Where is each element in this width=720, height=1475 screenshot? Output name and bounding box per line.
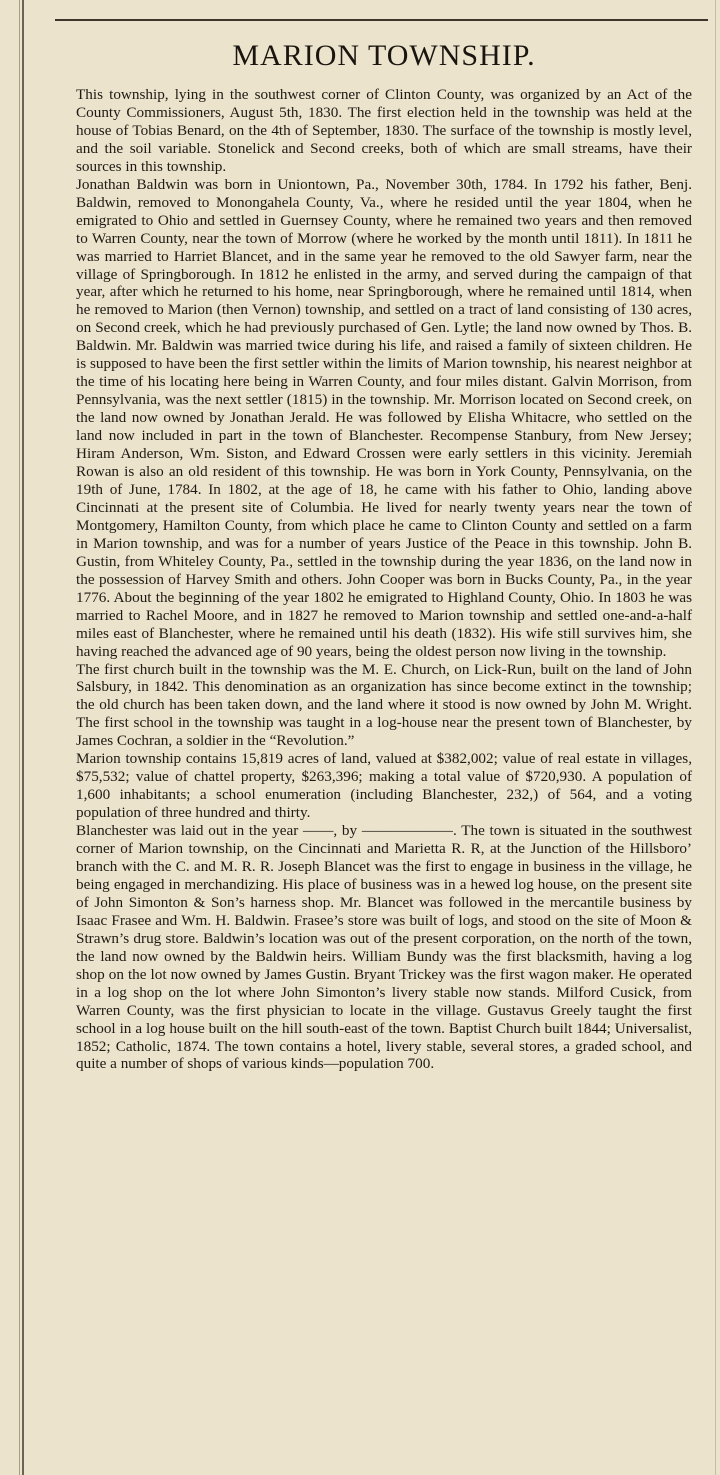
margin-rule-outer — [19, 0, 20, 1475]
article — [76, 38, 692, 1073]
paragraph-early-settlers: Jonathan Baldwin was born in Uniontown, Pa., November 30th, 1784. In 1792 his father, Benj. Baldwin, removed to Monongahela County, Va., where he resided until the year 1804, when he emigrated to Ohio and settled in Guernsey County, where he remained two years and then removed to Warren County, near the town of Morrow (where he worked by the month until 1811). In 1811 he was married to Harriet Blancet, and in the same year he removed to the old Sawyer farm, near the village of Springborough. In 1812 he enlisted in the army, and served during the campaign of that year, after which he returned to his home, near Springborough, where he remained until 1814, when he removed to Marion (then Vernon) township, and settled on a tract of land consisting of 130 acres, on Second creek, which he had previously purchased of Gen. Lytle; the land now owned by Thos. B. Baldwin. Mr. Baldwin was married twice during his life, and raised a family of sixteen children. He is supposed to have been the first settler within the limits of Marion township, his nearest neighbor at the time of his locating here being in Warren County, and four miles distant. Galvin Morrison, from Pennsylvania, was the next settler (1815) in the township. Mr. Morrison located on Second creek, on the land now owned by Jonathan Jerald. He was followed by Elisha Whitacre, who settled on the land now included in part in the town of Blanchester. Recompense Stanbury, from New Jersey; Hiram Anderson, Wm. Siston, and Edward Crossen were early settlers in this vicinity. Jeremiah Rowan is also an old resident of this township. He was born in York County, Pennsylvania, on the 19th of June, 1784. In 1802, at the age of 18, he came with his father to Ohio, landing above Cincinnati at the present site of Columbia. He lived for nearly twenty years near the town of Montgomery, Hamilton County, from which place he came to Clinton County and settled on a farm in Marion township, and was for a number of years Justice of the Peace in this township. John B. Gustin, from Whiteley County, Pa., settled in the township during the year 1836, on the land now in the possession of Harvey Smith and others. John Cooper was born in Bucks County, Pa., in the year 1776. About the beginning of the year 1802 he emigrated to Highland County, Ohio. In 1803 he was married to Rachel Moore, and in 1827 he removed to Marion township and settled one-and-a-half miles east of Blanchester, where he remained until his death (1832). His wife still survives him, she having reached the advanced age of 90 years, being the oldest person now living in the township. — [76, 175, 692, 660]
paragraph-blanchester: Blanchester was laid out in the year ——, by ——————. The town is situated in the southwest corner of Marion township, on the Cincinnati and Marietta R. R, at the Junction of the Hillsboro’ branch with the C. and M. R. R. Joseph Blancet was the first to engage in business in the village, he being engaged in merchandizing. His place of business was in a hewed log house, on the present site of John Simonton & Son’s harness shop. Mr. Blancet was followed in the mercantile business by Isaac Frasee and Wm. H. Baldwin. Frasee’s store was built of logs, and stood on the site of Moon & Strawn’s drug store. Baldwin’s location was out of the present corporation, on the north of the town, the land now owned by the Baldwin heirs. William Bundy was the first blacksmith, having a log shop on the lot now owned by James Gustin. Bryant Trickey was the first wagon maker. He operated in a log shop on the lot where John Simonton’s livery stable now stands. Milford Cusick, from Warren County, was the first physician to locate in the village. Gustavus Greely taught the first school in a log house built on the hill south-east of the town. Baptist Church built 1844; Universalist, 1852; Catholic, 1874. The town contains a hotel, livery stable, several stores, a graded school, and quite a number of shops of various kinds—population 700. — [76, 822, 692, 1073]
article-body — [76, 86, 692, 1073]
article-title: MARION TOWNSHIP. — [232, 39, 536, 72]
header-rule — [55, 19, 708, 21]
page-edge — [715, 0, 716, 1475]
paragraph-first-church: The first church built in the township was the M. E. Church, on Lick-Run, built on the land of John Salsbury, in 1842. This denomination as an organization has since become extinct in the township; the old church has been taken down, and the land where it stood is now owned by John M. Wright. The first school in the township was taught in a log-house near the present town of Blanchester, by James Cochran, a soldier in the “Revolution.” — [76, 660, 692, 750]
paragraph-statistics: Marion township contains 15,819 acres of land, valued at $382,002; value of real estate in villages, $75,532; value of chattel property, $263,396; making a total value of $720,930. A population of 1,600 inhabitants; a school enumeration (including Blanchester, 232,) of 564, and a voting population of three hundred and thirty. — [76, 750, 692, 822]
paragraph-intro: This township, lying in the southwest corner of Clinton County, was organized by an Act of the County Commissioners, August 5th, 1830. The first election held in the township was held at the house of Tobias Benard, on the 4th of September, 1830. The surface of the township is mostly level, and the soil variable. Stonelick and Second creeks, both of which are small streams, have their sources in this township. — [76, 86, 692, 175]
margin-rule — [22, 0, 24, 1475]
